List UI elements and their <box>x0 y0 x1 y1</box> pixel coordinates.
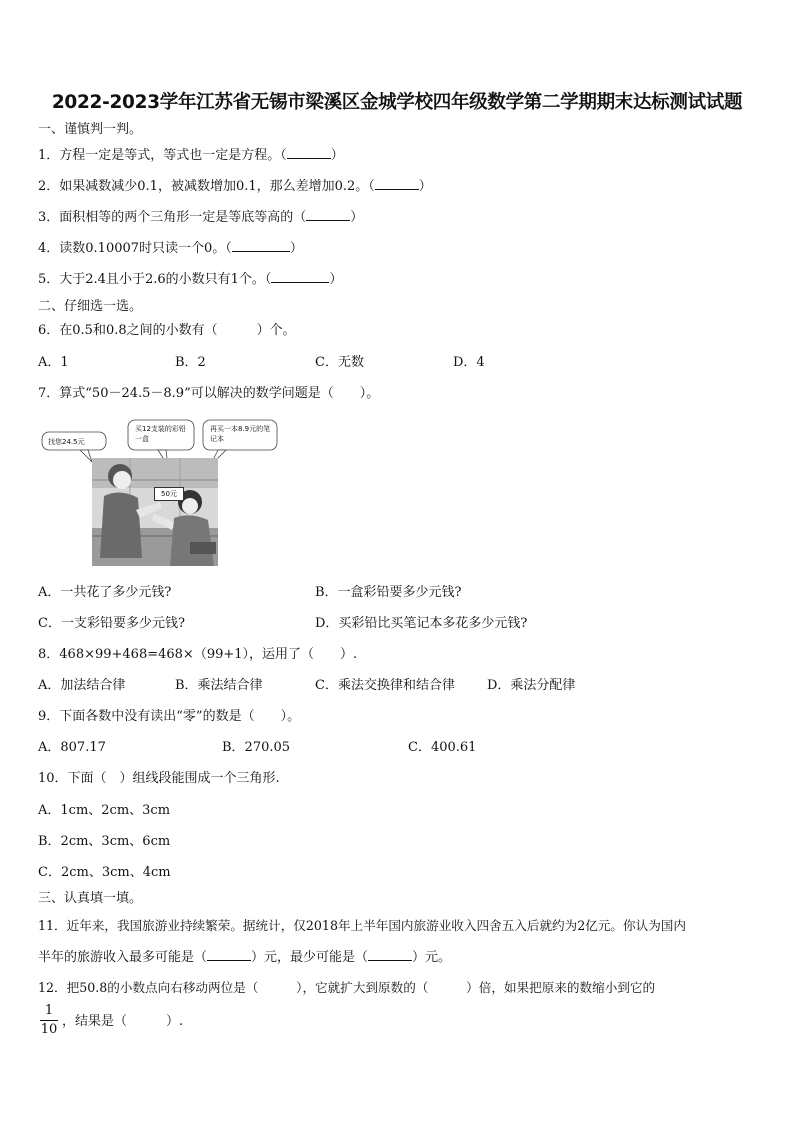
answer-blank-max[interactable] <box>207 948 251 961</box>
q8-option-a[interactable]: A．加法结合律 <box>38 678 126 693</box>
page-title: 2022-2023学年江苏省无锡市梁溪区金城学校四年级数学第二学期期末达标测试试题 <box>51 92 743 113</box>
question-12-line-2: ，结果是（ ）. <box>62 1014 184 1029</box>
q10-option-c[interactable]: C．2cm、3cm、4cm <box>38 865 171 880</box>
answer-blank[interactable] <box>271 270 329 283</box>
section-heading-2: 二、仔细选一选。 <box>38 299 143 314</box>
q10-option-b[interactable]: B．2cm、3cm、6cm <box>38 834 171 849</box>
question-1-text: 1．方程一定是等式，等式也一定是方程。（ <box>38 148 287 163</box>
q6-option-b[interactable]: B．2 <box>175 355 206 370</box>
fraction-bar <box>40 1020 58 1021</box>
question-3 <box>38 208 363 227</box>
question-5 <box>38 270 342 289</box>
question-1 <box>38 146 344 165</box>
question-1-end: ） <box>330 148 344 163</box>
section-heading-3: 三、认真填一填。 <box>38 891 143 906</box>
q7-option-b[interactable]: B．一盒彩铅要多少元钱? <box>315 585 462 600</box>
answer-blank[interactable] <box>287 146 331 159</box>
question-9: 9．下面各数中没有读出“零”的数是（ ）。 <box>38 709 301 724</box>
bubble-buy-pencils: 买12支装的彩铅一盒 <box>135 425 186 443</box>
bubble-change: 找您24.5元 <box>48 438 85 446</box>
answer-blank-min[interactable] <box>368 948 412 961</box>
question-11-part-b: ）元，最少可能是（ <box>251 950 369 965</box>
q9-option-b[interactable]: B．270.05 <box>222 740 291 755</box>
answer-blank[interactable] <box>232 239 290 252</box>
question-3-end: ） <box>350 210 364 225</box>
q9-option-a[interactable]: A．807.17 <box>38 740 106 755</box>
fraction-denominator: 10 <box>40 1022 58 1037</box>
question-11-part-a: 半年的旅游收入最多可能是（ <box>38 950 208 965</box>
question-8: 8．468×99+468=468×（99+1），运用了（ ）. <box>38 647 358 662</box>
question-3-text: 3．面积相等的两个三角形一定是等底等高的（ <box>38 210 307 225</box>
q6-option-a[interactable]: A．1 <box>38 355 69 370</box>
question-4-end: ） <box>289 241 303 256</box>
question-4-text: 4．读数0.10007时只读一个0。（ <box>38 241 232 256</box>
question-5-end: ） <box>329 272 343 287</box>
question-2-text: 2．如果减数减少0.1，被减数增加0.1，那么差增加0.2。（ <box>38 179 375 194</box>
question-11-line-1: 11．近年来，我国旅游业持续繁荣。据统计，仅2018年上半年国内旅游业收入四舍五入后就约为2亿元。你认为国内 <box>38 918 686 933</box>
q9-option-c[interactable]: C．400.61 <box>408 740 477 755</box>
question-2-end: ） <box>418 179 432 194</box>
fraction-one-tenth <box>40 1003 58 1038</box>
section-heading-1: 一、谨慎判一判。 <box>38 122 143 137</box>
answer-blank[interactable] <box>306 208 350 221</box>
bubble-buy-notebook: 再买一本8.9元的笔记本 <box>210 425 271 443</box>
question-6: 6．在0.5和0.8之间的小数有（ ）个。 <box>38 323 296 338</box>
shopping-illustration <box>40 418 280 568</box>
q6-option-d[interactable]: D．4 <box>453 355 485 370</box>
q10-option-a[interactable]: A．1cm、2cm、3cm <box>38 803 171 818</box>
question-11-line-2 <box>38 948 451 967</box>
q8-option-b[interactable]: B．乘法结合律 <box>175 678 263 693</box>
question-10: 10．下面（ ）组线段能围成一个三角形. <box>38 771 280 786</box>
q7-option-a[interactable]: A．一共花了多少元钱? <box>38 585 172 600</box>
q7-option-d[interactable]: D．买彩铅比买笔记本多花多少元钱? <box>315 616 528 631</box>
price-tag: 50元 <box>154 487 184 501</box>
q8-option-c[interactable]: C．乘法交换律和结合律 <box>315 678 455 693</box>
question-12-line-1: 12．把50.8的小数点向右移动两位是（ ），它就扩大到原数的（ ）倍，如果把原来的数缩小到它的 <box>38 980 656 995</box>
q6-option-c[interactable]: C．无数 <box>315 355 364 370</box>
question-7: 7．算式“50－24.5－8.9”可以解决的数学问题是（ ）。 <box>38 386 380 401</box>
answer-blank[interactable] <box>375 177 419 190</box>
question-4 <box>38 239 303 258</box>
question-2 <box>38 177 432 196</box>
question-5-text: 5．大于2.4且小于2.6的小数只有1个。（ <box>38 272 272 287</box>
fraction-numerator: 1 <box>44 1003 54 1018</box>
q7-option-c[interactable]: C．一支彩铅要多少元钱? <box>38 616 185 631</box>
q8-option-d[interactable]: D．乘法分配律 <box>487 678 576 693</box>
question-11-part-c: ）元。 <box>412 950 452 965</box>
